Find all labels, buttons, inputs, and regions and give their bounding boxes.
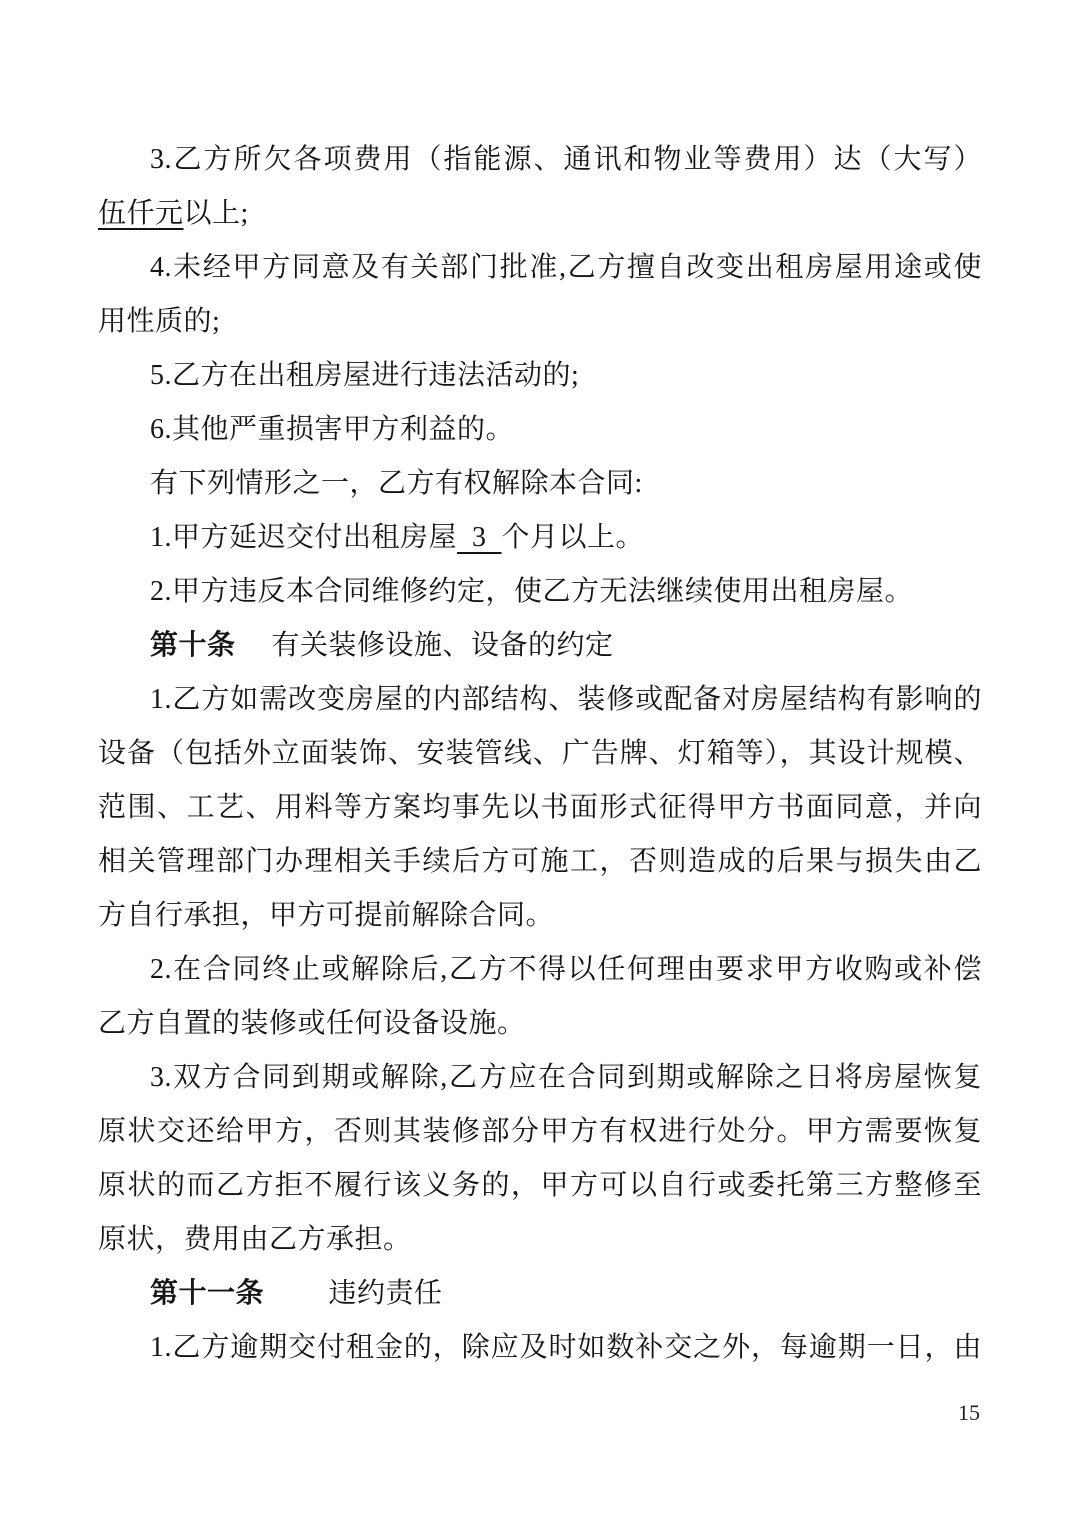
text-line bbox=[98, 295, 982, 349]
body-text: 原状的而乙方拒不履行该义务的，甲方可以自行或委托第三方整修至 bbox=[98, 1170, 982, 1201]
body-text: 个月以上。 bbox=[501, 522, 645, 553]
body-text: 乙方自置的装修或任何设备设施。 bbox=[98, 1008, 526, 1039]
text-line bbox=[98, 1159, 982, 1213]
body-text: 原状，费用由乙方承担。 bbox=[98, 1224, 412, 1255]
body-text: 有关装修设施、设备的约定 bbox=[235, 630, 614, 661]
body-text: 违约责任 bbox=[264, 1278, 443, 1309]
text-line bbox=[98, 457, 982, 511]
body-text: 原状交还给甲方，否则其装修部分甲方有权进行处分。甲方需要恢复 bbox=[98, 1116, 982, 1147]
body-text: 2.甲方违反本合同维修约定，使乙方无法继续使用出租房屋。 bbox=[150, 576, 914, 607]
body-text: 1.乙方如需改变房屋的内部结构、装修或配备对房屋结构有影响的 bbox=[150, 684, 982, 715]
body-text: 1.甲方延迟交付出租房屋 bbox=[150, 522, 458, 553]
body-text: 以上; bbox=[183, 198, 249, 229]
body-text: 6.其他严重损害甲方利益的。 bbox=[150, 414, 515, 445]
underlined-text: 伍仟元 bbox=[98, 198, 184, 229]
text-line bbox=[98, 565, 982, 619]
body-text: 2.在合同终止或解除后,乙方不得以任何理由要求甲方收购或补偿 bbox=[150, 954, 982, 985]
text-line bbox=[98, 1321, 982, 1375]
body-text: 方自行承担，甲方可提前解除合同。 bbox=[98, 900, 555, 931]
body-text: 有下列情形之一，乙方有权解除本合同: bbox=[150, 468, 643, 499]
underlined-text: 3 bbox=[457, 522, 502, 553]
text-line bbox=[98, 1213, 982, 1267]
text-line bbox=[98, 997, 982, 1051]
text-line bbox=[98, 943, 982, 997]
body-text: 3.双方合同到期或解除,乙方应在合同到期或解除之日将房屋恢复 bbox=[150, 1062, 982, 1093]
text-line bbox=[98, 133, 982, 187]
body-text: 范围、工艺、用料等方案均事先以书面形式征得甲方书面同意，并向 bbox=[98, 792, 982, 823]
text-line bbox=[98, 835, 982, 889]
heading-text: 第十一条 bbox=[150, 1278, 265, 1309]
text-line bbox=[98, 511, 982, 565]
text-line bbox=[98, 241, 982, 295]
text-line bbox=[98, 673, 982, 727]
body-text: 4.未经甲方同意及有关部门批准,乙方擅自改变出租房屋用途或使 bbox=[150, 252, 982, 283]
body-text: 相关管理部门办理相关手续后方可施工，否则造成的后果与损失由乙 bbox=[98, 846, 982, 877]
text-line bbox=[98, 349, 982, 403]
text-line bbox=[98, 727, 982, 781]
body-text: 用性质的; bbox=[98, 306, 221, 337]
page-number: 15 bbox=[958, 1400, 980, 1425]
text-line bbox=[98, 403, 982, 457]
body-text: 设备（包括外立面装饰、安装管线、广告牌、灯箱等），其设计规模、 bbox=[98, 738, 982, 769]
document-body bbox=[98, 133, 982, 1375]
body-text: 1.乙方逾期交付租金的，除应及时如数补交之外，每逾期一日，由 bbox=[150, 1332, 982, 1363]
text-line bbox=[98, 1267, 982, 1321]
body-text: 5.乙方在出租房屋进行违法活动的; bbox=[150, 360, 580, 391]
text-line bbox=[98, 187, 982, 241]
text-line bbox=[98, 619, 982, 673]
text-line bbox=[98, 781, 982, 835]
text-line bbox=[98, 1105, 982, 1159]
heading-text: 第十条 bbox=[150, 630, 236, 661]
body-text: 3.乙方所欠各项费用（指能源、通讯和物业等费用）达（大写） bbox=[150, 144, 982, 175]
text-line bbox=[98, 1051, 982, 1105]
text-line bbox=[98, 889, 982, 943]
